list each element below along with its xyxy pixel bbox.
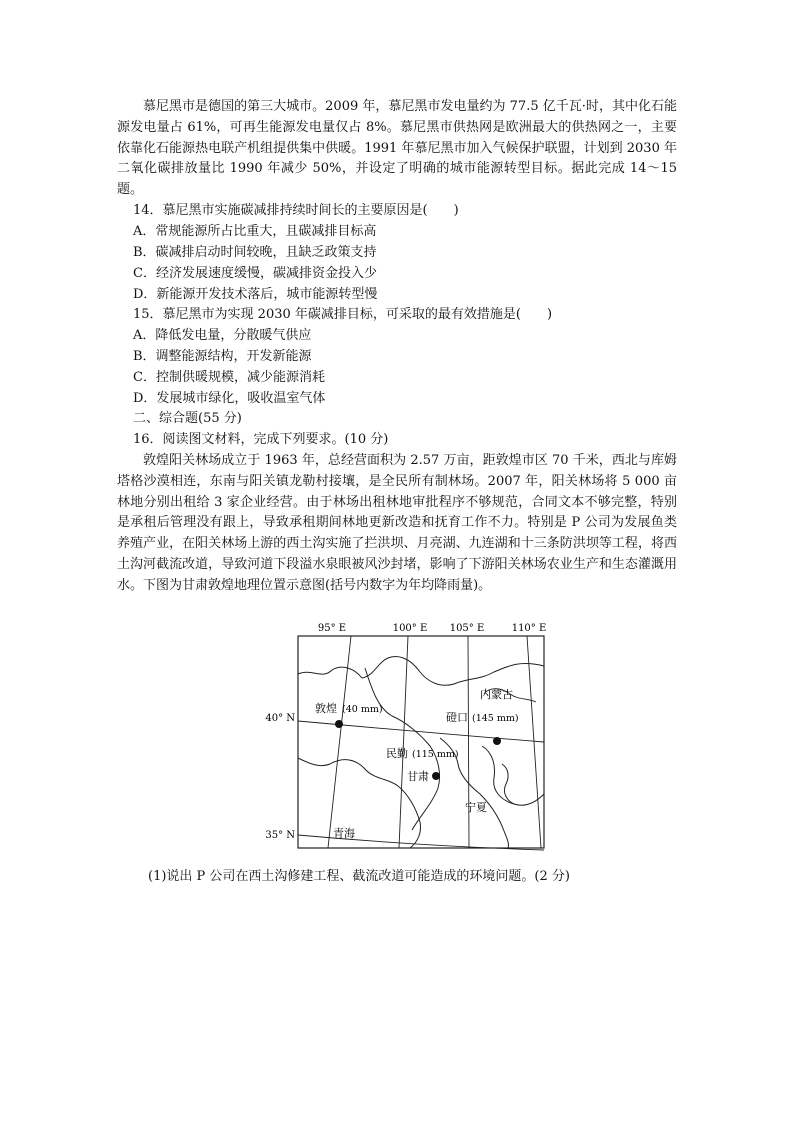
meridian-105: [468, 636, 469, 848]
meridian-100: [399, 636, 408, 848]
q14-option-b: B．碳减排启动时间较晚，且缺乏政策支持: [133, 245, 377, 260]
lat-label-35: 35° N: [265, 830, 295, 841]
minqin-rainfall: (115 mm): [412, 749, 459, 760]
q15-stem: 15．慕尼黑市为实现 2030 年碳减排目标，可采取的最有效措施是( ): [133, 307, 553, 322]
lon-label-100: 100° E: [392, 623, 428, 634]
parallel-40: [298, 721, 544, 742]
dunhuang-city-marker: [335, 720, 343, 728]
dengkou-rainfall: (145 mm): [472, 713, 519, 724]
dunhuang-rainfall: (40 mm): [342, 704, 383, 715]
ningxia-label: 宁夏: [465, 801, 487, 814]
q15-option-c: C．控制供暖规模，减少能源消耗: [133, 370, 325, 385]
gansu-label: 甘肃: [407, 770, 429, 783]
lon-label-110: 110° E: [511, 623, 547, 634]
lon-label-105: 105° E: [449, 623, 485, 634]
q14-option-c: C．经济发展速度缓慢，碳减排资金投入少: [133, 266, 377, 281]
q16-material: 敦煌阳关林场成立于 1963 年，总经营面积为 2.57 万亩，距敦煌市区 70 千米，西北与库姆塔格沙漠相连，东南与阳关镇龙勒村接壤，是全民所有制林场。2007 年，阳关林场将 5 000 亩林地分别出租给 3 家企业经营。由于林场出租林地审批程序不够规范，合同文本不够完整，特别是承租后管理没有跟上，导致承租期间林地更新改造和抚育工作不力。特别是 P 公司为发展鱼类养殖产业，在阳关林场上游的西土沟实施了拦洪坝、月亮湖、九连湖和十三条防洪坝等工程，将西土沟河截流改道，导致河道下段溢水泉眼被风沙封堵，影响了下游阳关林场农业生产和生态灌溉用水。下图为甘肃敦煌地理位置示意图(括号内数字为年均降雨量)。: [117, 453, 677, 593]
q14-option-d: D．新能源开发技术落后，城市能源转型慢: [133, 287, 378, 302]
lon-label-95: 95° E: [317, 623, 347, 634]
q15-option-a: A．降低发电量，分散暖气供应: [133, 328, 312, 343]
minqin-name: 民勤: [386, 747, 408, 760]
northern-boundary: [298, 657, 544, 686]
gansu-marker: [432, 772, 440, 780]
dunhuang-location-map: [265, 618, 560, 850]
q16-stem: 16．阅读图文材料，完成下列要求。(10 分): [133, 432, 389, 447]
dengkou-city-marker: [493, 737, 501, 745]
qinghai-label: 青海: [333, 827, 355, 840]
dunhuang-name: 敦煌: [315, 702, 337, 715]
q15-option-b: B．调整能源结构，开发新能源: [133, 349, 312, 364]
section-heading: 二、综合题(55 分): [133, 411, 242, 426]
dengkou-name: 磴口: [446, 711, 468, 724]
yellow-river: [502, 764, 514, 804]
q16-sub-question-1: (1)说出 P 公司在西土沟修建工程、截流改道可能造成的环境问题。(2 分): [148, 869, 570, 884]
intro-paragraph: 慕尼黑市是德国的第三大城市。2009 年，慕尼黑市发电量约为 77.5 亿千瓦·时，其中化石能源发电量占 61%，可再生能源发电量仅占 8%。慕尼黑市供热网是欧洲最大的供热网之一，主要依靠化石能源热电联产机组提供集中供暖。1991 年慕尼黑市加入气候保护联盟，计划到 2030 年二氧化碳排放量比 1990 年减少 50%，并设定了明确的城市能源转型目标。据此完成 14～15 题。: [117, 99, 677, 198]
q15-option-d: D．发展城市绿化，吸收温室气体: [133, 391, 326, 406]
lat-label-40: 40° N: [265, 713, 295, 724]
q14-option-a: A．常规能源所占比重大，且碳减排目标高: [133, 224, 377, 239]
inner-mongolia-label: 内蒙古: [480, 688, 513, 701]
q14-stem: 14．慕尼黑市实施碳减排持续时间长的主要原因是( ): [133, 203, 459, 218]
